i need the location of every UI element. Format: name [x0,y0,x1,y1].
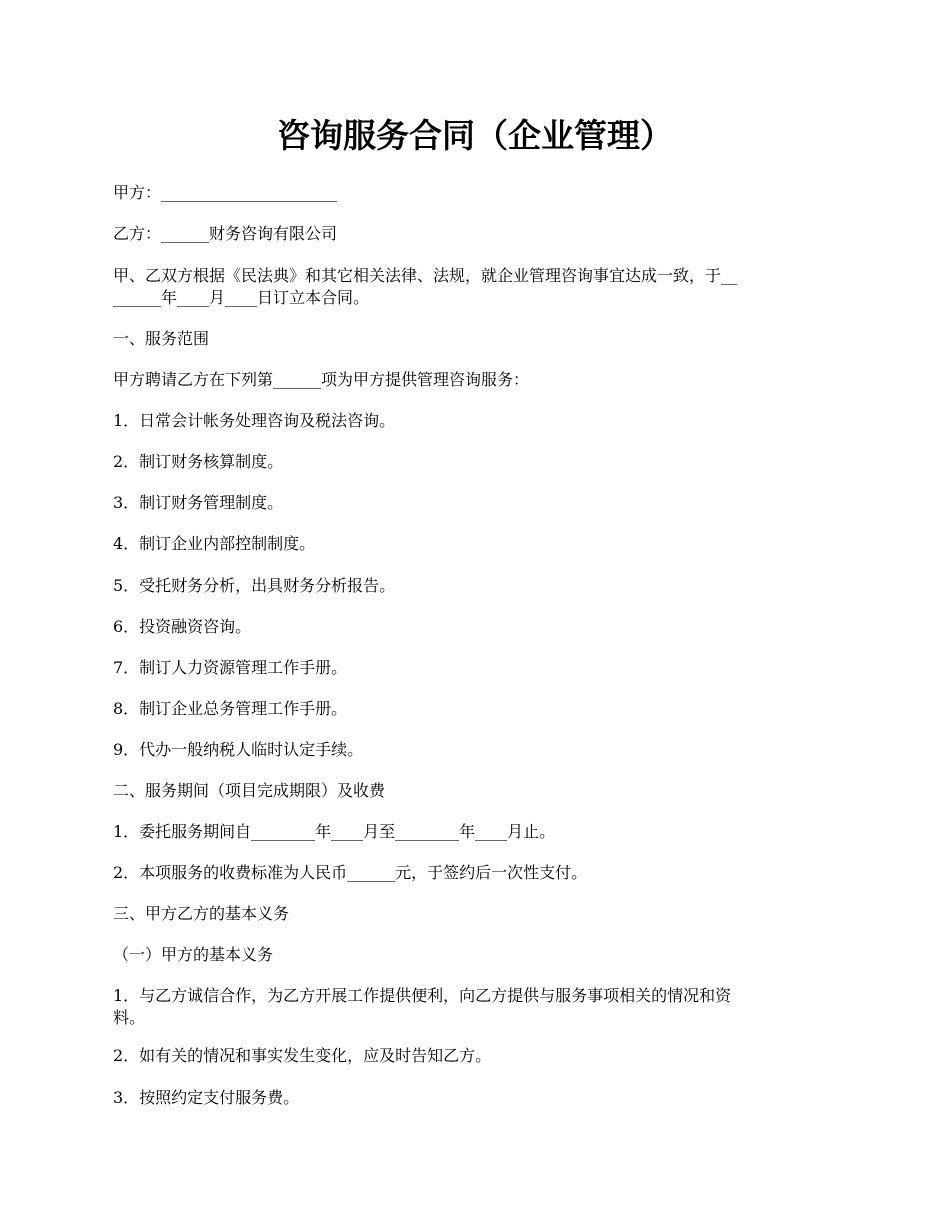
service-item: 9．代办一般纳税人临时认定手续。 [113,740,364,759]
intro-paragraph-line-1: 甲、乙双方根据《民法典》和其它相关法律、法规，就企业管理咨询事宜达成一致，于__ [113,266,738,285]
period-fee-item: 1．委托服务期间自________年____月至________年____月止。 [113,822,556,841]
service-item: 3．制订财务管理制度。 [113,493,284,512]
service-item: 6．投资融资咨询。 [113,617,252,636]
service-item: 5．受托财务分析，出具财务分析报告。 [113,576,396,595]
service-item: 2．制订财务核算制度。 [113,452,284,471]
document-title: 咨询服务合同（企业管理） [277,116,673,155]
obligation-item: 3．按照约定支付服务费。 [113,1088,300,1107]
subsection-heading-party-a-obligations: （一）甲方的基本义务 [113,945,274,964]
service-item: 7．制订人力资源管理工作手册。 [113,658,348,677]
service-item: 4．制订企业内部控制制度。 [113,534,316,553]
intro-paragraph-line-2: ______年____月____日订立本合同。 [113,288,370,307]
service-item: 1．日常会计帐务处理咨询及税法咨询。 [113,411,396,430]
obligation-item-1-line-1: 1．与乙方诚信合作，为乙方开展工作提供便利，向乙方提供与服务事项相关的情况和资 [113,986,732,1005]
section-heading-period-fee: 二、服务期间（项目完成期限）及收费 [113,781,386,800]
obligation-item-1-line-2: 料。 [113,1008,146,1027]
service-item: 8．制订企业总务管理工作手册。 [113,699,348,718]
party-a-line: 甲方：______________________ [113,183,338,202]
period-fee-item: 2．本项服务的收费标准为人民币______元，于签约后一次性支付。 [113,863,588,882]
section-heading-obligations: 三、甲方乙方的基本义务 [113,904,290,923]
obligation-item: 2．如有关的情况和事实发生变化，应及时告知乙方。 [113,1046,492,1065]
party-b-line: 乙方：______财务咨询有限公司 [113,224,338,243]
section-heading-service-scope: 一、服务范围 [113,329,210,348]
service-scope-text: 甲方聘请乙方在下列第______项为甲方提供管理咨询服务： [113,370,530,389]
